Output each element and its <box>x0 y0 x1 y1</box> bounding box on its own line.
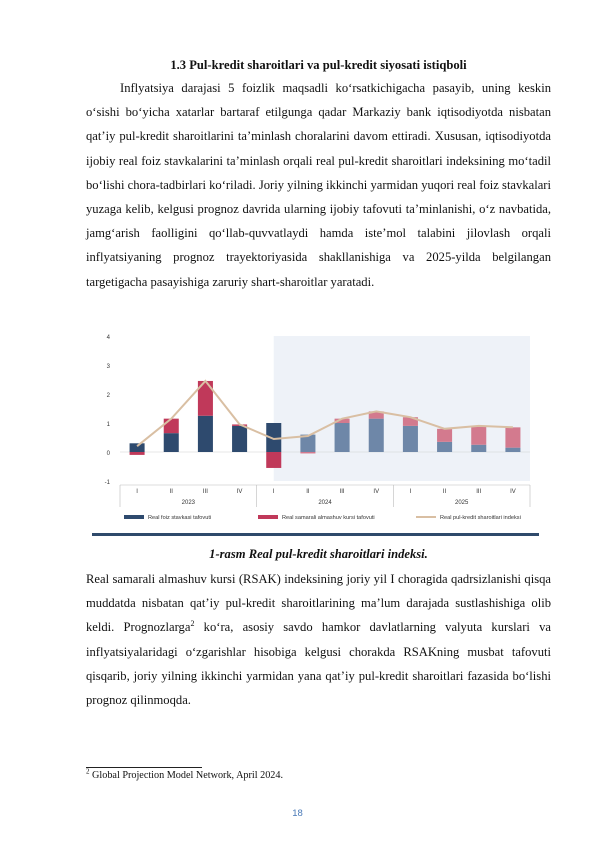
bar-real-interest-gap <box>130 443 145 452</box>
x-tick-label: IV <box>236 489 243 495</box>
legend-swatch <box>124 515 144 519</box>
bar-real-interest-gap <box>164 433 179 452</box>
bar-reer-gap <box>266 452 281 468</box>
y-tick-label: 1 <box>106 422 110 428</box>
bar-real-interest-gap <box>403 426 418 452</box>
bar-reer-gap <box>164 419 179 434</box>
bar-real-interest-gap <box>437 442 452 452</box>
legend-label: Real foiz stavkasi tafovuti <box>148 515 212 521</box>
y-tick-label: 4 <box>106 335 110 341</box>
footnote-ref[interactable]: 2 <box>190 619 195 629</box>
section-heading: 1.3 Pul-kredit sharoitlari va pul-kredit siyosati istiqboli <box>170 58 467 72</box>
x-tick-label: II <box>169 489 173 495</box>
x-tick-label: I <box>409 489 412 495</box>
x-tick-label: I <box>272 489 275 495</box>
footnote-separator <box>86 767 202 768</box>
y-tick-label: 3 <box>106 364 110 370</box>
paragraph-2 <box>86 567 551 712</box>
y-tick-label: 0 <box>106 451 110 457</box>
paragraph-2-text-after: ko‘ra, asosiy savdo hamkor davlatlarning valyuta kurslari va inflyatsiyalaridagi o‘zgarishlar hisobiga kelgusi chorakda RSAKning musbat tafovuti qisqarib, joriy yilning ikkinchi yarmidan yana qat’iy pul-kredit sharoitlari fazasida bo‘lishi prognoz qilinmoqda. <box>86 620 551 708</box>
paragraph-2-text-before: Real samarali almashuv kursi (RSAK) indeksining joriy yil I choragida qadrsizlanishi qisqa muddatda nisbatan qat’iy pul-kredit sharoitlarining ma’lum darajada sustlashishiga olib keldi. Prognozlarga <box>86 572 551 635</box>
year-label: 2024 <box>318 500 332 506</box>
footnote-text: Global Projection Model Network, April 2024. <box>92 770 284 781</box>
chart-bottom-rule <box>92 533 539 536</box>
figure-caption: 1-rasm Real pul-kredit sharoitlari indeksi. <box>209 547 428 561</box>
bar-reer-gap <box>471 426 486 445</box>
bar-reer-gap <box>130 452 145 455</box>
footnote <box>86 767 284 781</box>
x-tick-label: III <box>476 489 482 495</box>
x-tick-label: III <box>202 489 208 495</box>
x-tick-label: IV <box>510 489 516 495</box>
real-monetary-conditions-chart <box>98 330 538 526</box>
paragraph-1: Inflyatsiya darajasi 5 foizlik maqsadli ko‘rsatkichigacha pasayib, uning keskin o‘sishi bo‘yicha xatarlar bartaraf etilgunga qadar Markaziy bank iqtisodiyotda nisbatan qat’iy pul-kredit sharoitlarini ta’minlash choralarini davom ettiradi. Xususan, iqtisodiyotda ijobiy real foiz stavkalarini ta’minlash orqali real pul-kredit sharoitlari indeksining mo‘tadil bo‘lishi chora-tadbirlari ko‘riladi. Joriy yilning ikkinchi yarmidan yuqori real foiz stavkalari yuzaga kelib, kelgusi prognoz davrida ularning ijobiy tafovuti ta’minlanishi, o‘z navbatida, jamg‘arish faolligini qo‘llab-quvvatlaydi hamda iste’mol talabini jilovlash orqali inflyatsiyaning prognoz trayektoriyasida shakllanishiga va 2025-yilda belgilangan targetigacha pasayishiga zaruriy shart-sharoitlar yaratadi. <box>86 81 551 289</box>
bar-reer-gap <box>437 429 452 442</box>
legend-label: Real pul-kredit sharoitlari indeksi <box>440 515 521 521</box>
y-tick-label: -1 <box>104 480 110 486</box>
x-tick-label: II <box>306 489 310 495</box>
bar-real-interest-gap <box>471 445 486 452</box>
chart-figure <box>98 330 538 526</box>
y-tick-label: 2 <box>106 393 110 399</box>
year-label: 2025 <box>454 500 469 506</box>
bar-real-interest-gap <box>232 426 247 452</box>
bar-real-interest-gap <box>505 448 520 452</box>
bar-reer-gap <box>300 452 315 453</box>
x-tick-label: III <box>339 489 345 495</box>
bar-real-interest-gap <box>369 419 384 452</box>
legend-label: Real samarali almashuv kursi tafovuti <box>282 515 375 521</box>
legend-swatch <box>258 515 278 519</box>
forecast-shading <box>274 336 530 481</box>
bar-reer-gap <box>505 427 520 447</box>
x-tick-label: I <box>136 489 138 495</box>
year-label: 2023 <box>181 500 196 506</box>
bar-real-interest-gap <box>335 423 350 452</box>
page-number: 18 <box>292 808 303 819</box>
footnote-number: 2 <box>86 767 90 776</box>
bar-real-interest-gap <box>198 416 213 452</box>
x-tick-label: II <box>442 489 447 495</box>
x-tick-label: IV <box>373 489 380 495</box>
